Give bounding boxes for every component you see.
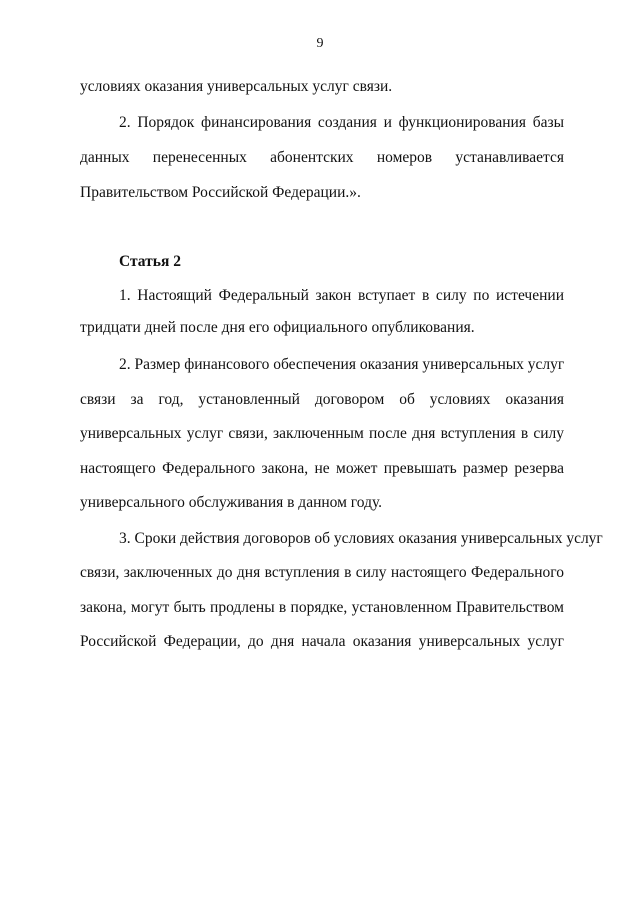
text-line: универсального обслуживания в данном году. [80, 494, 383, 511]
text-line: 3. Сроки действия договоров об условиях оказания универсальных услуг [119, 530, 603, 547]
text-line: связи за год, установленный договором об условиях оказания [80, 391, 564, 408]
text-line: Российской Федерации, до дня начала оказания универсальных услуг [80, 633, 564, 650]
text-line: условиях оказания универсальных услуг связи. [80, 78, 393, 95]
text-line: связи, заключенных до дня вступления в силу настоящего Федерального [80, 564, 564, 581]
text-line: универсальных услуг связи, заключенным после дня вступления в силу [80, 425, 564, 442]
text-line: Правительством Российской Федерации.». [80, 184, 361, 201]
article-heading: Статья 2 [119, 253, 181, 270]
text-line: тридцати дней после дня его официального опубликования. [80, 319, 475, 336]
page-number: 9 [316, 36, 324, 51]
text-line: данных перенесенных абонентских номеров устанавливается [80, 149, 564, 166]
text-line: 1. Настоящий Федеральный закон вступает в силу по истечении [119, 287, 564, 304]
text-line: закона, могут быть продлены в порядке, установленном Правительством [80, 599, 564, 616]
text-line: настоящего Федерального закона, не может превышать размер резерва [80, 460, 564, 477]
text-line: 2. Размер финансового обеспечения оказания универсальных услуг [119, 356, 565, 373]
text-line: 2. Порядок финансирования создания и функционирования базы [119, 114, 564, 131]
